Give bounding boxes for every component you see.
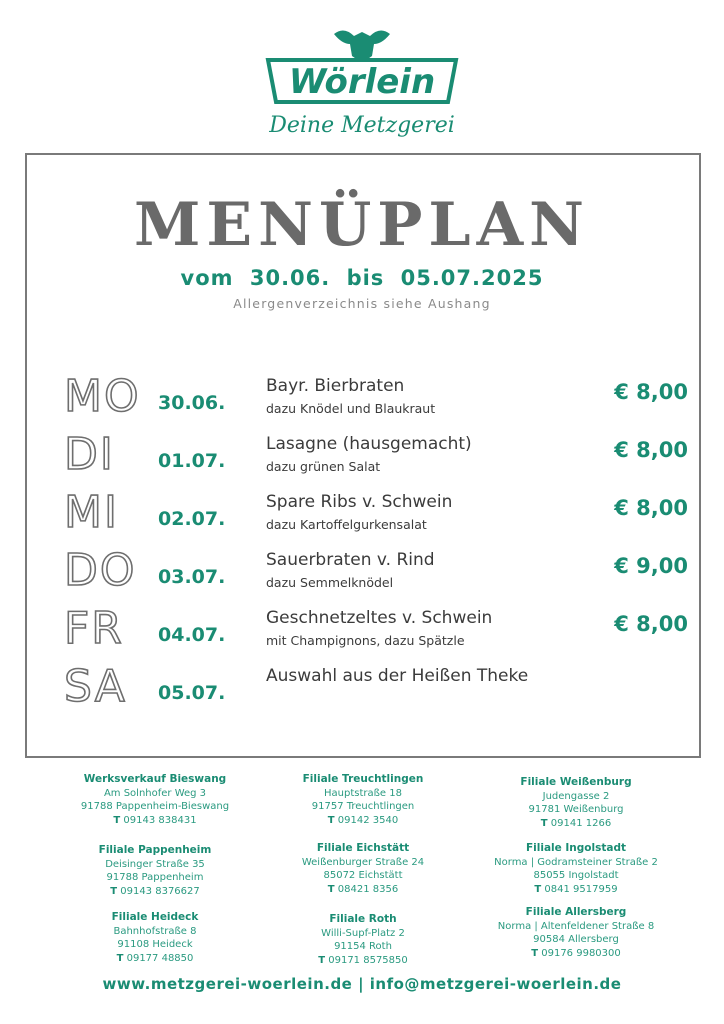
branch-name: Filiale Treuchtlingen <box>302 773 424 785</box>
day-label: MO <box>64 371 141 422</box>
dish-side: dazu grünen Salat <box>266 459 381 474</box>
date-range <box>0 266 724 290</box>
svg-text:Wörlein: Wörlein <box>288 62 436 102</box>
branch-name: Filiale Eichstätt <box>316 842 410 854</box>
branch-name: Filiale Pappenheim <box>98 844 212 856</box>
dish-side: mit Champignons, dazu Spätzle <box>266 633 465 648</box>
branch-bieswang <box>45 773 265 827</box>
branch-city: 91788 Pappenheim <box>106 872 204 883</box>
dish-price: € 8,00 <box>614 496 688 520</box>
woerlein-logo <box>262 22 462 147</box>
branch-weissenburg <box>466 776 686 830</box>
branch-phone: T 09177 48850 <box>116 952 194 964</box>
branch-city: 91788 Pappenheim-Bieswang <box>80 801 230 812</box>
branch-phone: T 09141 1266 <box>540 817 612 829</box>
day-date: 03.07. <box>158 566 226 588</box>
branch-name: Filiale Weißenburg <box>520 776 632 788</box>
branch-city: 91781 Weißenburg <box>528 804 624 815</box>
branch-street: Bahnhofstraße 8 <box>113 925 197 937</box>
range-prefix: vom <box>180 266 234 290</box>
branch-name: Filiale Heideck <box>111 911 199 923</box>
dish-price: € 9,00 <box>614 554 688 578</box>
date-from: 30.06. <box>249 266 331 290</box>
footer-contact[interactable]: www.metzgerei-woerlein.de | info@metzgerei-woerlein.de <box>102 975 622 993</box>
branch-heideck <box>45 911 265 965</box>
date-to: 05.07.2025 <box>400 266 544 290</box>
menu-title: MENÜPLAN <box>133 190 591 260</box>
branch-phone: T 09143 8376627 <box>110 885 200 897</box>
branch-street: Hauptstraße 18 <box>324 787 402 799</box>
branch-phone: T 09171 8575850 <box>318 954 408 966</box>
branch-city: 85055 Ingolstadt <box>533 870 619 881</box>
bull-logo-icon <box>262 22 462 147</box>
branch-phone: T 09176 9980300 <box>531 947 621 959</box>
dish-price: € 8,00 <box>614 380 688 404</box>
day-date: 04.07. <box>158 624 226 646</box>
dish-name: Sauerbraten v. Rind <box>266 550 435 570</box>
day-label: MI <box>64 487 119 538</box>
dish-name: Geschnetzeltes v. Schwein <box>266 608 493 628</box>
dish-side: dazu Kartoffelgurkensalat <box>266 517 427 532</box>
branch-street: Weißenburger Straße 24 <box>301 856 425 868</box>
branch-name: Filiale Ingolstadt <box>525 842 627 854</box>
day-date: 30.06. <box>158 392 226 414</box>
branch-treuchtlingen <box>253 773 473 827</box>
branch-street: Norma | Altenfeldener Straße 8 <box>497 920 655 932</box>
branch-phone: T 09143 838431 <box>113 814 197 826</box>
dish-price: € 8,00 <box>614 438 688 462</box>
day-label: SA <box>64 661 127 712</box>
branch-street: Judengasse 2 <box>542 790 610 802</box>
branch-phone: T 0841 9517959 <box>534 883 618 895</box>
branch-city: 91108 Heideck <box>117 939 193 950</box>
dish-name: Auswahl aus der Heißen Theke <box>266 666 529 686</box>
day-label: DI <box>64 429 115 480</box>
day-label: FR <box>64 603 124 654</box>
branch-street: Willi-Supf-Platz 2 <box>321 927 405 939</box>
day-date: 05.07. <box>158 682 226 704</box>
branch-name: Filiale Roth <box>329 913 397 925</box>
svg-text:Deine Metzgerei: Deine Metzgerei <box>269 113 455 138</box>
branch-city: 90584 Allersberg <box>533 934 619 945</box>
branch-street: Deisinger Straße 35 <box>105 858 205 870</box>
branch-city: 85072 Eichstätt <box>323 870 403 881</box>
branch-roth <box>253 913 473 967</box>
dish-name: Spare Ribs v. Schwein <box>266 492 453 512</box>
day-date: 02.07. <box>158 508 226 530</box>
branch-ingolstadt <box>466 842 686 896</box>
branch-street: Norma | Godramsteiner Straße 2 <box>494 856 658 868</box>
dish-side: dazu Knödel und Blaukraut <box>266 401 436 416</box>
branch-street: Am Solnhofer Weg 3 <box>103 787 207 799</box>
branch-pappenheim <box>45 844 265 898</box>
branch-city: 91154 Roth <box>334 941 392 952</box>
branch-name: Werksverkauf Bieswang <box>83 773 227 785</box>
day-label: DO <box>64 545 137 596</box>
dish-price: € 8,00 <box>614 612 688 636</box>
dish-side: dazu Semmelknödel <box>266 575 394 590</box>
dish-name: Lasagne (hausgemacht) <box>266 434 472 454</box>
branch-phone: T 08421 8356 <box>327 883 399 895</box>
day-date: 01.07. <box>158 450 226 472</box>
dish-name: Bayr. Bierbraten <box>266 376 405 396</box>
allergen-note: Allergenverzeichnis siehe Aushang <box>233 296 491 311</box>
branch-name: Filiale Allersberg <box>525 906 627 918</box>
branch-eichstaett <box>253 842 473 896</box>
branch-phone: T 09142 3540 <box>327 814 399 826</box>
range-mid: bis <box>346 266 385 290</box>
branch-allersberg <box>466 906 686 960</box>
menu-row-sa <box>0 661 724 728</box>
branch-city: 91757 Treuchtlingen <box>311 801 415 812</box>
